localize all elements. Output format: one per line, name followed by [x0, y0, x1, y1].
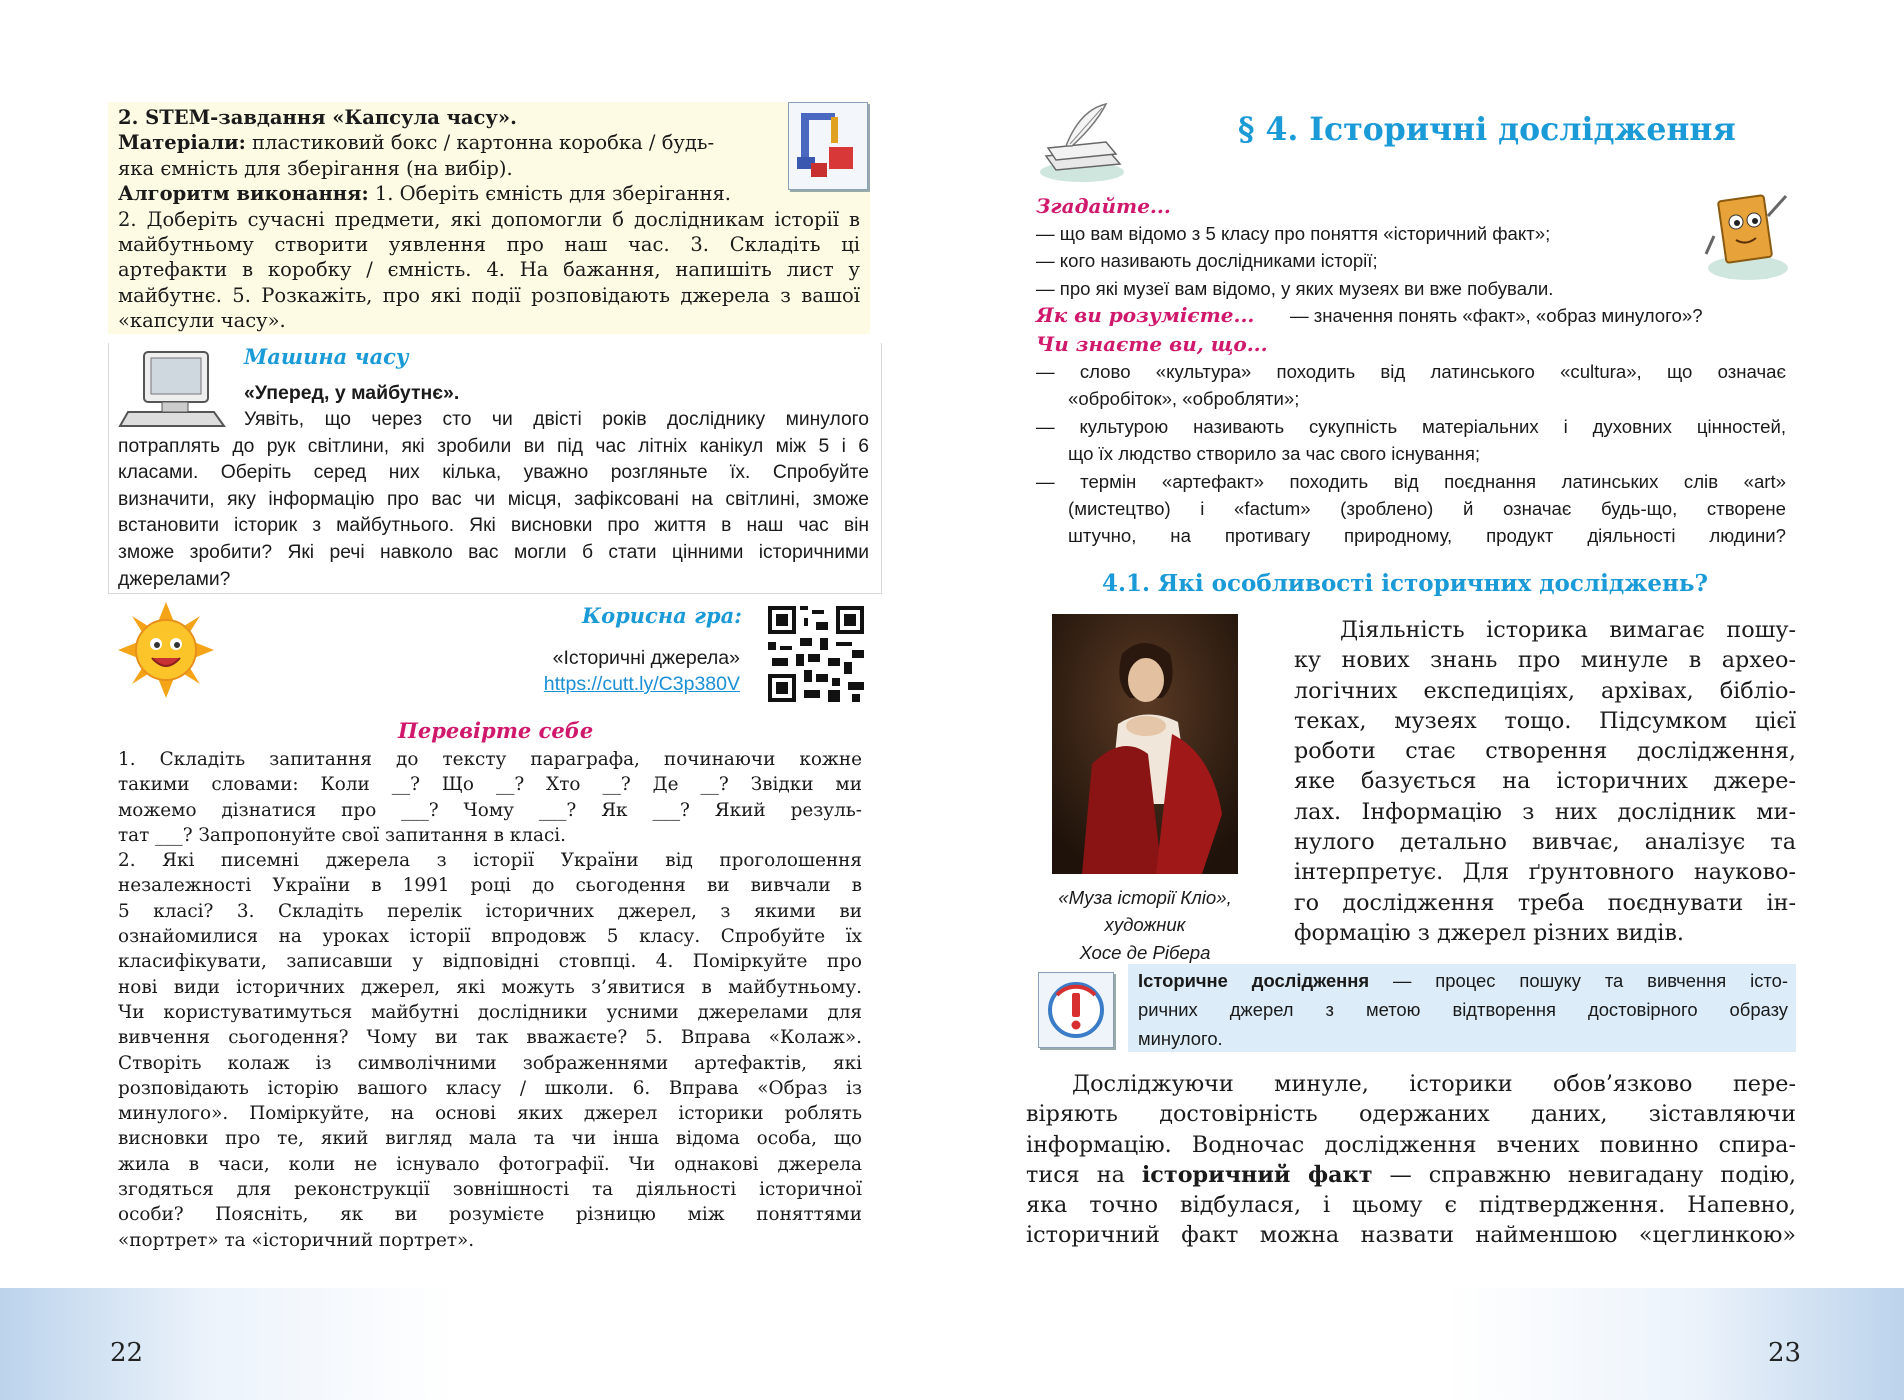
book-quill-icon — [1036, 100, 1128, 184]
page-number-left: 22 — [110, 1338, 144, 1368]
game-title: «Історичні джерела» — [552, 647, 740, 669]
stem-line: артефакти в коробку / ємність. 4. На бажання, напишіть лист у — [118, 258, 860, 282]
book-character-icon — [1700, 176, 1796, 286]
section-heading: 4.1. Які особливості історичних досліджень? — [1102, 570, 1708, 597]
algorithm-text: 1. Оберіть ємність для зберігання. — [368, 182, 731, 206]
time-machine-text: Уявіть, що через сто чи двісті років дослiднику минулого потраплять до рук світлини, які зробили ви під час літніх канікул між 5 і 6 класами. Оберіть серед них кілька, уважно розгляньте їх. Спробуйте визначити, яку інформацію про вас чи місця, зафіксовані на світлині, зможе встановити історик з майбутнього. Які висновки про життя в наш час він зможе зробити? Які речі навколо вас могли б стати цінними історичними джерелами? — [118, 409, 869, 590]
list-item: — про які музеї вам відомо, у яких музеях ви вже побували. — [1036, 277, 1554, 299]
footer-band-right — [952, 1288, 1904, 1400]
recall-heading: Згадайте... — [1036, 194, 1171, 218]
definition-box: Історичне дослідження — процес пошуку та вивчення істо- ричних джерел з метою відтворення достовірного образу минулого. — [1128, 964, 1796, 1052]
paragraph-title: § 4. Історичні дослідження — [1238, 111, 1736, 148]
recall-list — [1036, 220, 1706, 302]
check-yourself-text: 1. Складіть запитання до тексту параграфа, починаючи кожне такими словами: Коли __? Що __? Хто __? Де __? Звідки ми можемо дізнатися про ___? Чому ___? Як ___? Який резуль- тат ___? Запропонуйте свої запитання в класі. 2. Які писемні джерела з історії України від проголошення незалежності України в 1991 році до сьогодення ви вивчали в 5 класі? 3. Складіть перелік історичних джерел, з якими ви ознайомилися на уроках історії впродовж 5 класу. Спробуйте їх класифікувати, записавши у відповідні стовпці. 4. Поміркуйте про нові види історичних джерел, які можуть з’явитися в майбутньому. Чи користуватимуться майбутні дослідники усними джерелами для вивчення сьогодення? Чому ви так вважаєте? 5. Вправа «Колаж». Створіть колаж із символічними зображеннями артефактів, які розповідають історію вашого класу / школи. 6. Вправа «Образ із минулого». Поміркуйте, на основі яких джерел історики роблять висновки про те, який вигляд мала та чи інша відома особа, що жила в часи, коли не існувало фотографії. Чи однакові джерела згодяться для реконструкції зовнішності та діяльності історичної особи? Поясніть, як ви розумієте різницю між поняттями «портрет» та «історичний портрет». — [118, 749, 862, 1251]
useful-game-heading: Корисна гра: — [582, 603, 742, 628]
time-machine-heading: Машина часу — [244, 344, 409, 369]
attention-icon — [1038, 972, 1114, 1048]
stem-task-box — [108, 102, 870, 334]
know-list: — слово «культура» походить від латинського «cultura», що означає «обробіток», «обробляти»; — культурою називають сукупність матеріальних і духовних цінностей, що їх людство створило за час свого існування; — термін «артефакт» походить від поєднання латинських слів «art» (мистецтво) і «factum» (зроблено) й означає будь-що, створене штучно, на противагу природному, продукт діяльності людини? — [1036, 361, 1786, 547]
game-link[interactable]: https://cutt.ly/C3p380V — [543, 673, 740, 695]
painting-clio-image — [1052, 614, 1238, 874]
stem-title: 2. STEM-завдання «Капсула часу». — [118, 106, 517, 129]
body-paragraph-1: Діяльність історика вимагає пошу- ку нових знань про минуле в архео- логічних експедиціях, архівах, бібліо- теках, музеях тощо. Підсумком цієї роботи стає створення дослідження, яке базується на історичних джере- лах. Інформацію з них дослідник ми- нулого детально вивчає, аналізує та інтерпретує. Для ґрунтовного науково- го дослідження треба поєднувати ін- формацію з джерел різних видів. — [1294, 617, 1796, 946]
list-item: — що вам відомо з 5 класу про поняття «історичний факт»; — [1036, 223, 1551, 244]
understand-text: — значення понять «факт», «образ минулого»? — [1290, 305, 1703, 326]
page-number-right: 23 — [1768, 1338, 1802, 1368]
historical-fact-term: історичний факт — [1141, 1161, 1373, 1188]
know-heading: Чи знаєте ви, що... — [1036, 332, 1268, 356]
definition-term: Історичне дослідження — [1138, 970, 1370, 991]
check-yourself-heading: Перевірте себе — [398, 718, 594, 743]
robot-arm-icon — [788, 102, 868, 190]
algorithm-label: Алгоритм виконання: — [118, 182, 369, 206]
time-machine-subheading: «Уперед, у майбутнє». — [244, 382, 460, 404]
materials-label: Матеріали: — [118, 131, 246, 155]
stem-line: майбутнє. 5. Розкажіть, про які події розповідають джерела з вашої — [118, 283, 860, 307]
qr-code-icon[interactable] — [768, 606, 864, 702]
list-item: — кого називають дослідниками історії; — [1036, 250, 1378, 272]
sun-mascot-icon — [116, 600, 216, 700]
body-paragraph-2: Досліджуючи минуле, історики обов’язково пере- віряють достовірність одержаних даних, зіставляючи інформацію. Водночас дослідження вчених повинно спира- тися на історичний факт — справжню невигадану подію, яка точно відбулася, і цьому є підтвердження. Напевно, історичний факт можна назвати найменшою «цеглинкою» — [1026, 1071, 1796, 1249]
stem-line: майбутньому створити уявлення про наш час. 3. Складіть ці — [118, 233, 860, 257]
painting-caption: «Муза історії Кліо», художник Хосе де Рібера — [1058, 887, 1232, 963]
materials-text-2: яка ємність для зберігання (на вибір). — [118, 156, 513, 180]
materials-text: пластиковий бокс / картонна коробка / будь- — [245, 131, 715, 155]
understand-heading: Як ви розумієте... — [1036, 303, 1255, 327]
stem-line: 2. Доберіть сучасні предмети, які допомогли б дослідникам історії в — [118, 207, 860, 231]
stem-line: «капсули часу». — [118, 309, 286, 333]
